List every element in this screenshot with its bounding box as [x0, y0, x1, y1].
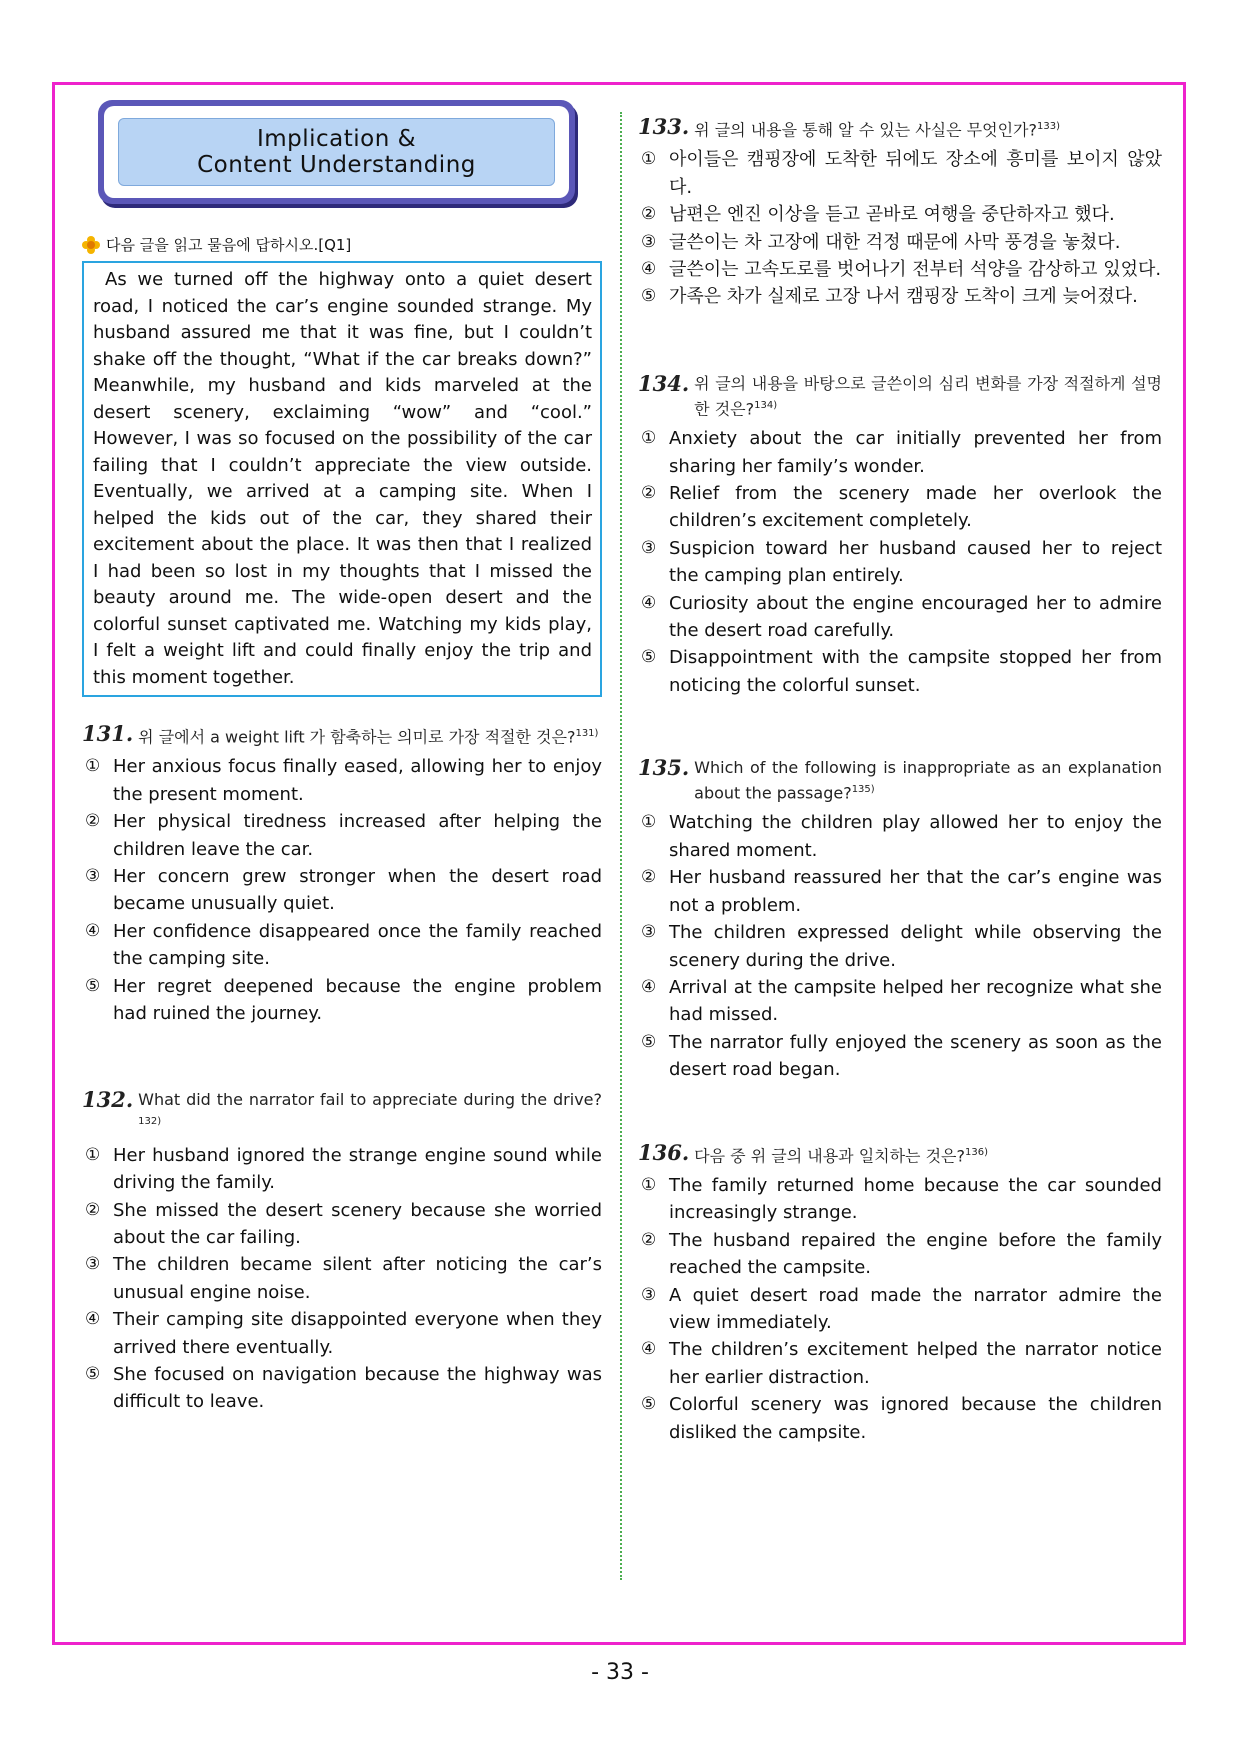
section-title-line1: Implication &	[256, 126, 417, 152]
question-ref: 132)	[138, 1116, 162, 1128]
question-number: 135.	[638, 755, 690, 781]
question-136	[638, 1139, 1162, 1446]
question-131	[82, 723, 602, 1027]
question-number: 134.	[638, 370, 690, 396]
question-134	[638, 370, 1162, 699]
column-divider	[620, 112, 622, 1580]
question-ref: 136)	[965, 1146, 989, 1158]
question-132	[82, 1089, 602, 1415]
option-list	[82, 753, 602, 1027]
right-column	[638, 116, 1162, 1446]
option-2[interactable]: ② Her physical tiredness increased after helping the children leave the car.	[85, 811, 602, 860]
question-text: What did the narrator fail to appreciate during the drive?	[138, 1090, 602, 1110]
question-text: 다음 중 위 글의 내용과 일치하는 것은?	[694, 1145, 966, 1165]
option-4[interactable]: ④ The children’s excitement helped the narrator notice her earlier distraction.	[641, 1339, 1162, 1388]
option-5[interactable]: ⑤ Colorful scenery was ignored because the children disliked the campsite.	[641, 1394, 1162, 1443]
question-text: 위 글의 내용을 통해 알 수 있는 사실은 무엇인가?	[694, 120, 1038, 140]
option-3[interactable]: ③ Her concern grew stronger when the desert road became unusually quiet.	[85, 865, 602, 915]
question-text: 위 글의 내용을 바탕으로 글쓴이의 심리 변화를 가장 적절하게 설명한 것은?	[694, 373, 1162, 419]
option-5[interactable]: ⑤ 가족은 차가 실제로 고장 나서 캠핑장 도착이 크게 늦어졌다.	[641, 286, 1138, 308]
option-3[interactable]: ③ The children expressed delight while observing the scenery during the drive.	[641, 922, 1162, 971]
option-1[interactable]: ① 아이들은 캠핑장에 도착한 뒤에도 장소에 흥미를 보이지 않았다.	[641, 149, 1162, 198]
instruction-text: 다음 글을 읽고 물음에 답하시오.[Q1]	[106, 236, 352, 254]
question-ref: 134)	[754, 399, 778, 411]
option-3[interactable]: ③ The children became silent after noticing the car’s unusual engine noise.	[85, 1254, 602, 1303]
question-135	[638, 757, 1162, 1083]
question-ref: 133)	[1037, 121, 1061, 132]
option-list	[82, 1142, 602, 1416]
option-list	[638, 425, 1162, 699]
option-list	[638, 809, 1162, 1083]
option-1[interactable]: ① The family returned home because the car sounded increasingly strange.	[641, 1174, 1162, 1224]
option-4[interactable]: ④ Arrival at the campsite helped her recognize what she had missed.	[641, 976, 1162, 1026]
option-1[interactable]: ① Watching the children play allowed her to enjoy the shared moment.	[641, 812, 1162, 861]
option-5[interactable]: ⑤ Disappointment with the campsite stopped her from noticing the colorful sunset.	[641, 647, 1162, 696]
section-title-badge	[98, 100, 575, 204]
option-3[interactable]: ③ Suspicion toward her husband caused her to reject the camping plan entirely.	[641, 537, 1162, 587]
question-text: Which of the following is inappropriate as an explanation about the passage?	[694, 758, 1162, 803]
option-5[interactable]: ⑤ The narrator fully enjoyed the scenery as soon as the desert road began.	[641, 1031, 1162, 1081]
option-list	[638, 146, 1162, 310]
option-5[interactable]: ⑤ She focused on navigation because the highway was difficult to leave.	[85, 1363, 602, 1413]
flower-icon	[82, 236, 100, 254]
question-number: 136.	[638, 1139, 690, 1165]
option-2[interactable]: ② She missed the desert scenery because she worried about the car failing.	[85, 1199, 602, 1248]
reading-passage: As we turned off the highway onto a quiet desert road, I noticed the car’s engine sounded strange. My husband assured me that it was fine, but I couldn’t shake off the thought, “What if the car breaks down?” Meanwhile, my husband and kids marveled at the desert scenery, exclaiming “wow” and “cool.” However, I was so focused on the possibility of the car failing that I couldn’t appreciate the view outside. Eventually, we arrived at a camping site. When I helped the kids out of the car, they shared their excitement about the place. It was then that I realized I had been so lost in my thoughts that I missed the beauty around me. The wide-open desert and the colorful sunset captivated me. Watching my kids play, I felt a weight lift and could finally enjoy the trip and this moment together.	[82, 261, 602, 697]
option-2[interactable]: ② 남편은 엔진 이상을 듣고 곧바로 여행을 중단하자고 했다.	[641, 204, 1115, 226]
question-ref: 135)	[851, 784, 875, 796]
option-1[interactable]: ① Her husband ignored the strange engine sound while driving the family.	[85, 1144, 602, 1194]
question-number: 132.	[82, 1087, 134, 1113]
option-4[interactable]: ④ 글쓴이는 고속도로를 벗어나기 전부터 석양을 감상하고 있었다.	[641, 258, 1162, 280]
page-number: - 33 -	[591, 1660, 649, 1685]
option-4[interactable]: ④ Her confidence disappeared once the family reached the camping site.	[85, 920, 602, 970]
question-number: 131.	[82, 721, 134, 746]
left-column	[82, 100, 602, 1416]
option-3[interactable]: ③ A quiet desert road made the narrator admire the view immediately.	[641, 1284, 1162, 1333]
option-2[interactable]: ② The husband repaired the engine before the family reached the campsite.	[641, 1229, 1162, 1279]
option-2[interactable]: ② Relief from the scenery made her overlook the children’s excitement completely.	[641, 482, 1162, 532]
option-4[interactable]: ④ Their camping site disappointed everyone when they arrived there eventually.	[85, 1309, 602, 1358]
question-text: 위 글에서 a weight lift 가 함축하는 의미로 가장 적절한 것은?	[138, 727, 576, 747]
question-133	[638, 116, 1162, 311]
section-title-line2: Content Understanding	[197, 152, 476, 178]
option-4[interactable]: ④ Curiosity about the engine encouraged her to admire the desert road carefully.	[641, 592, 1162, 641]
option-1[interactable]: ① Anxiety about the car initially prevented her from sharing her family’s wonder.	[641, 428, 1162, 477]
instruction-row	[82, 234, 602, 255]
option-1[interactable]: ① Her anxious focus finally eased, allowing her to enjoy the present moment.	[85, 756, 602, 805]
option-list	[638, 1172, 1162, 1446]
question-number: 133.	[638, 114, 690, 139]
option-5[interactable]: ⑤ Her regret deepened because the engine problem had ruined the journey.	[85, 975, 602, 1024]
question-ref: 131)	[575, 728, 599, 739]
option-2[interactable]: ② Her husband reassured her that the car’s engine was not a problem.	[641, 867, 1162, 916]
option-3[interactable]: ③ 글쓴이는 차 고장에 대한 걱정 때문에 사막 풍경을 놓쳤다.	[641, 231, 1121, 253]
